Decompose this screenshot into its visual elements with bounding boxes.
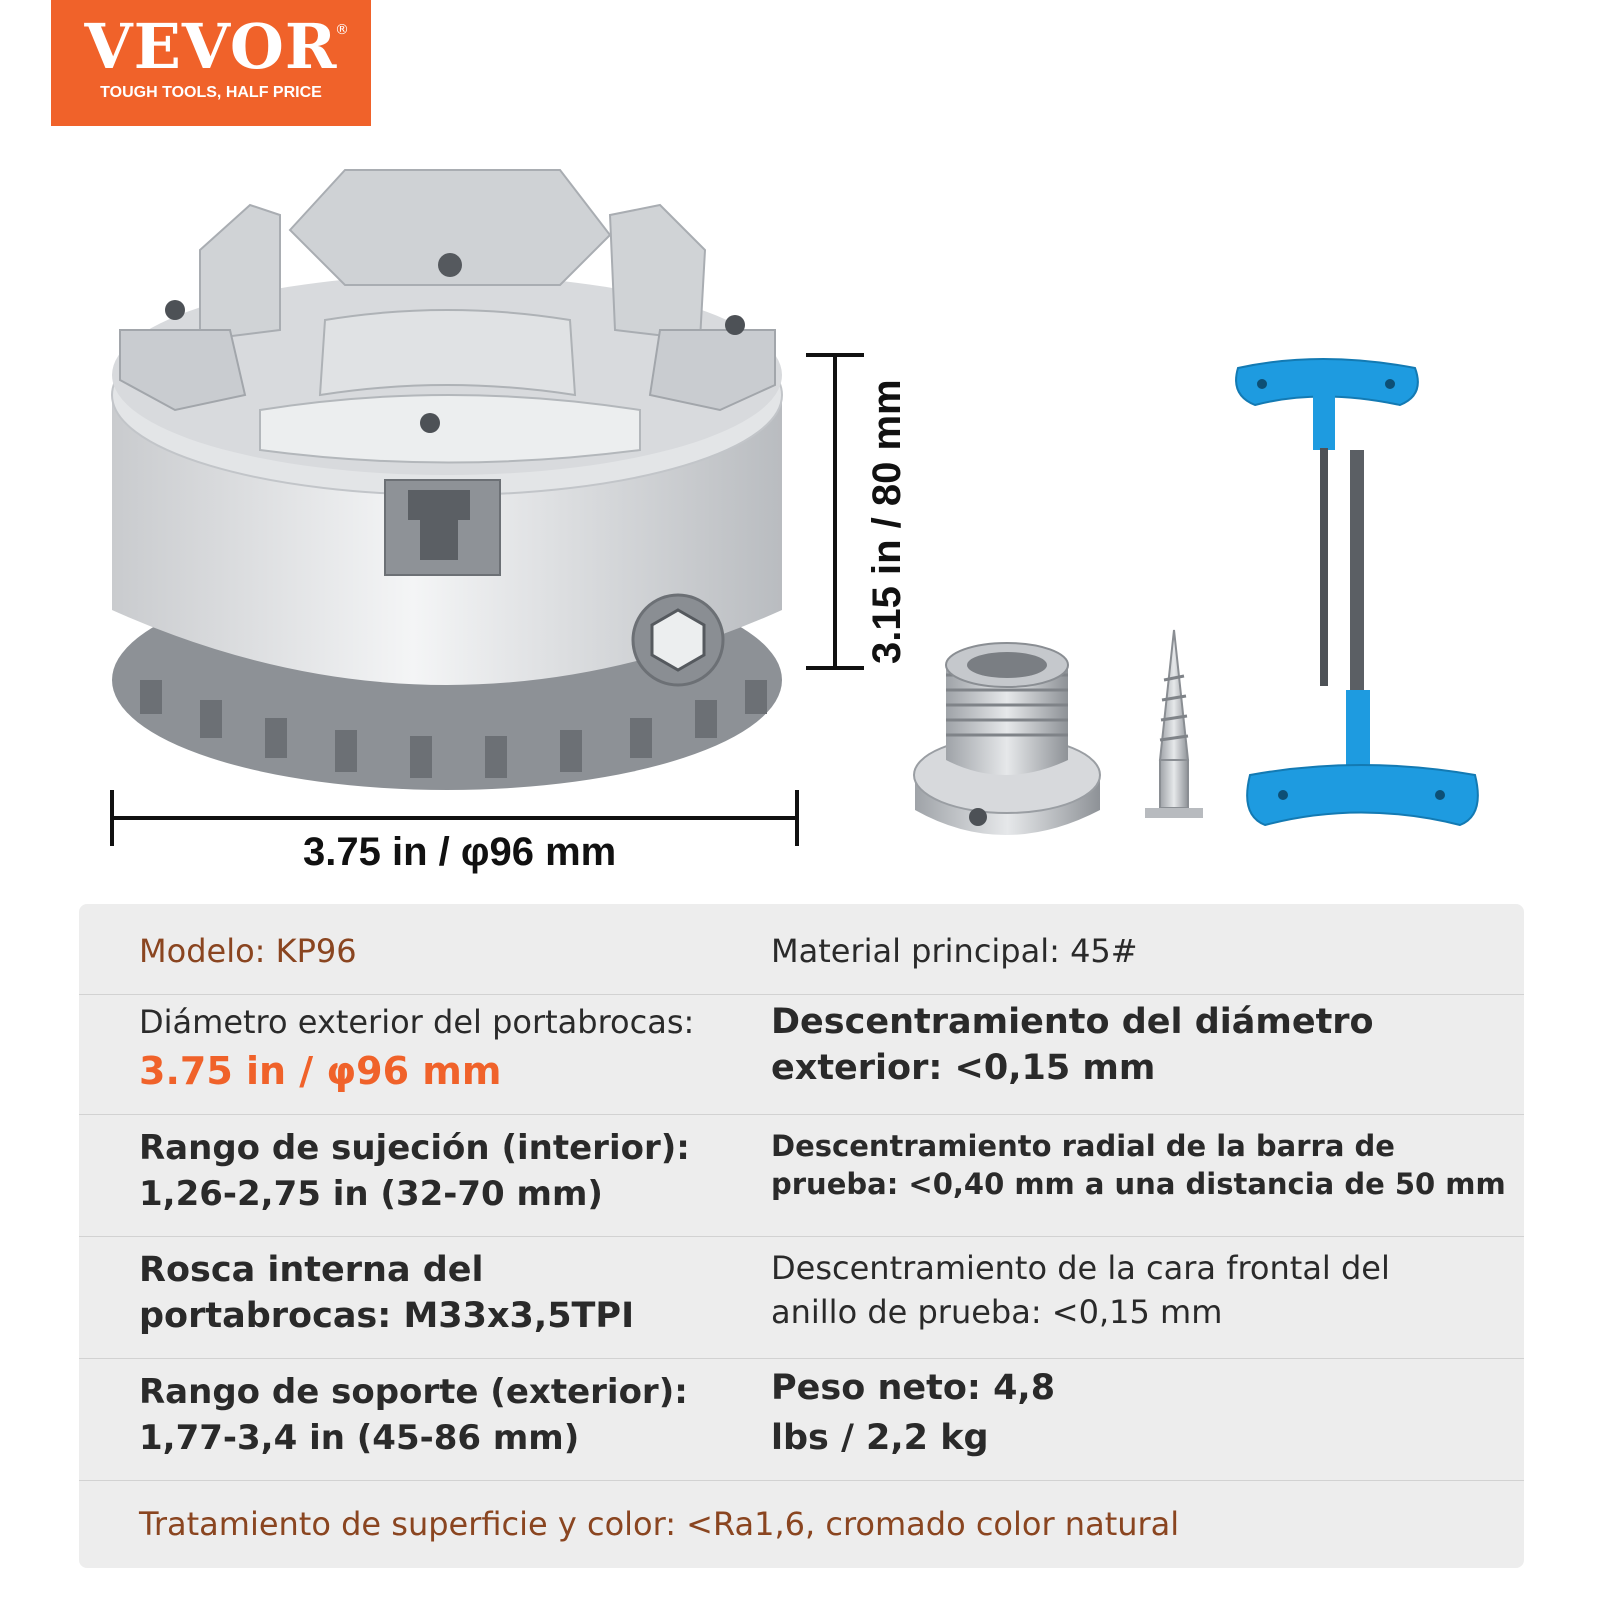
spec-face-runout-line1: Descentramiento de la cara frontal del (771, 1249, 1390, 1287)
spec-weight-line2: lbs / 2,2 kg (771, 1418, 989, 1458)
spec-thread-line1: Rosca interna del (139, 1250, 484, 1290)
spec-row (79, 1480, 1524, 1569)
spec-material: Material principal: 45# (771, 932, 1138, 970)
spec-weight-line1: Peso neto: 4,8 (771, 1368, 1056, 1408)
spec-radial-runout-line2: prueba: <0,40 mm a una distancia de 50 mm (771, 1167, 1506, 1201)
spec-row (79, 994, 1524, 1115)
brand-slogan: TOUGH TOOLS, HALF PRICE (100, 84, 322, 101)
specs-table (79, 904, 1524, 1568)
wood-screw (1145, 630, 1203, 818)
thread-adapter (914, 643, 1100, 835)
width-dimension-label: 3.75 in / φ96 mm (303, 830, 617, 874)
spec-surface-treatment: Tratamiento de superficie y color: <Ra1,6, cromado color natural (139, 1505, 1180, 1543)
spec-face-runout-line2: anillo de prueba: <0,15 mm (771, 1293, 1223, 1331)
spec-support-range-line1: Rango de soporte (exterior): (139, 1372, 688, 1412)
brand-name: VEVOR (84, 10, 338, 83)
spec-thread-line2: portabrocas: M33x3,5TPI (139, 1296, 635, 1336)
spec-outer-diameter-label: Diámetro exterior del portabrocas: (139, 1003, 695, 1041)
height-dimension-line (806, 355, 864, 668)
spec-row (79, 1358, 1524, 1481)
spec-outer-runout-line2: exterior: <0,15 mm (771, 1048, 1156, 1088)
spec-outer-runout-line1: Descentramiento del diámetro (771, 1002, 1374, 1042)
spec-support-range-line2: 1,77-3,4 in (45-86 mm) (139, 1418, 580, 1458)
spec-row (79, 1236, 1524, 1359)
spec-clamp-range-line2: 1,26-2,75 in (32-70 mm) (139, 1174, 603, 1214)
registered-mark: ® (335, 22, 349, 38)
t-handle-wrench-small (1236, 359, 1418, 686)
spec-radial-runout-line1: Descentramiento radial de la barra de (771, 1129, 1395, 1163)
height-dimension-label: 3.15 in / 80 mm (865, 379, 909, 664)
spec-clamp-range-line1: Rango de sujeción (interior): (139, 1128, 690, 1168)
spec-model: Modelo: KP96 (139, 932, 357, 970)
lathe-chuck (112, 170, 782, 790)
spec-outer-diameter-value: 3.75 in / φ96 mm (139, 1049, 502, 1093)
spec-row (79, 1114, 1524, 1237)
spec-row (79, 904, 1524, 994)
t-handle-wrench-large (1247, 450, 1478, 825)
